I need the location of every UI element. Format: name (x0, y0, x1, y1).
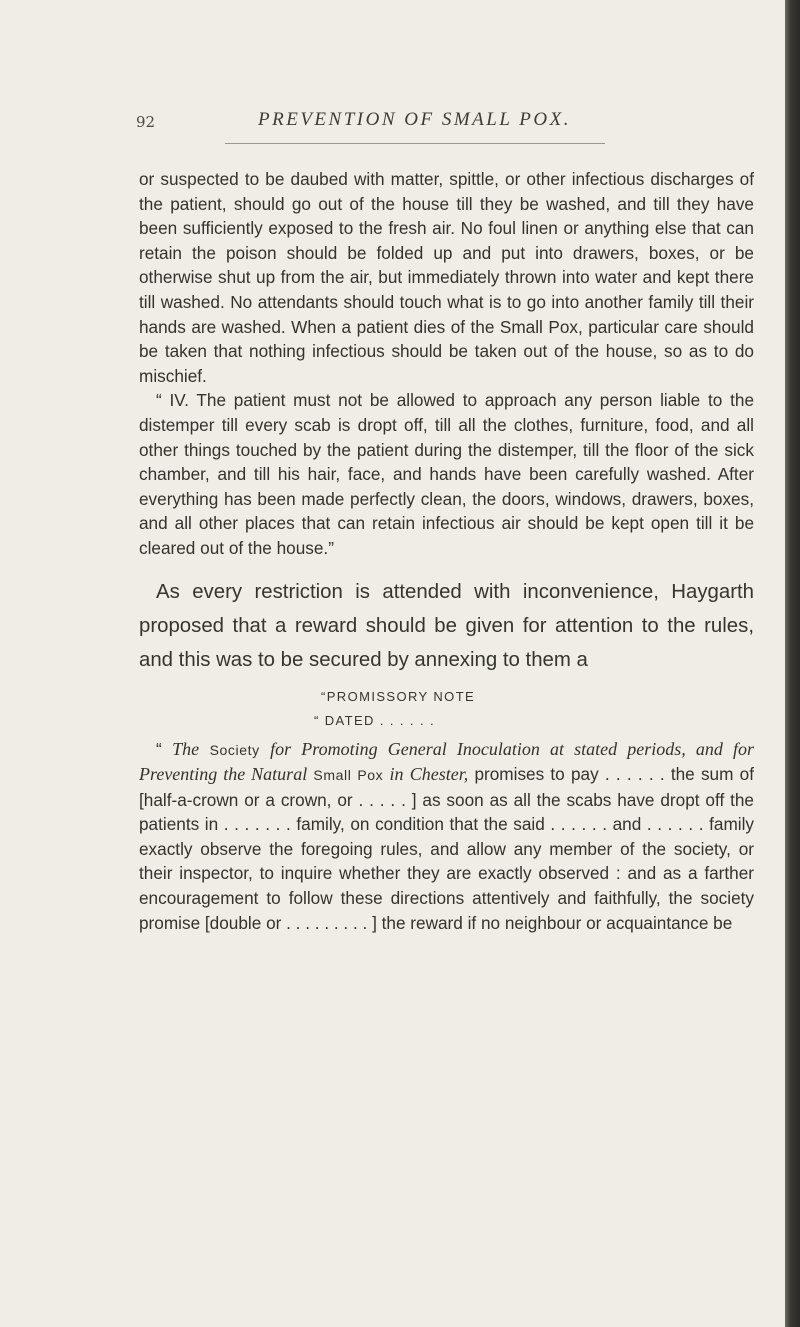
promissory-note-dated: “ DATED . . . . . . (314, 712, 435, 728)
header-rule (225, 143, 605, 144)
note-text: promises to pay . . . . . . the sum of [half-a-crown or a crown, or . . . . . ] as soon as all the scabs have dropt off the patients in . . . . . . . family, on condition that the said . . . . . . and . . . . . . family exactly observe the foregoing rules, and allow any member of the society, or their inspector, to inquire whether they are exactly observed : and as a farther encouragement to follow these directions attentively and faithfully, the society promise [double or . . . . . . . . . ] the reward if no neighbour or acquaintance be (139, 764, 754, 933)
page-header (0, 107, 785, 135)
promissory-note-heading: “PROMISSORY NOTE (321, 688, 476, 704)
page-number: 92 (136, 113, 156, 131)
paragraph-continuation: or suspected to be daubed with matter, spittle, or other infectious discharges of the patient, should go out of the house till they be washed, and till they have been sufficiently exposed to the fresh air. No foul linen or anything else that can retain the poison should be folded up and put into drawers, boxes, or be otherwise shut up from the air, but immediately thrown into water and kept there till washed. No attendants should touch what is to go into another family till their hands are washed. When a patient dies of the Small Pox, particular care should be taken that nothing infectious should be taken out of the house, so as to do mischief. (139, 169, 754, 386)
body-text (139, 167, 754, 935)
note-in: in (389, 764, 404, 785)
note-chester: Chester, (409, 764, 469, 785)
note-open-quote: “ (156, 738, 173, 759)
promissory-note-body (139, 737, 754, 936)
note-small-pox: Small Pox (313, 767, 384, 784)
note-society: Society (209, 741, 260, 758)
running-title: PREVENTION OF SMALL POX. (258, 109, 571, 130)
page-edge-shadow (785, 0, 800, 1327)
paragraph-rule-four: “ IV. The patient must not be allowed to approach any person liable to the distemper till every scab is dropt off, till all the clothes, furniture, food, and all other things touched by the patient during the distemper, till the floor of the sick chamber, and till his hair, face, and hands have been carefully washed. After everything has been made perfectly clean, the doors, windows, drawers, boxes, and all other places that can retain infectious air should be kept open till it be cleared out of the house.” (139, 390, 754, 558)
note-for-promoting: for Promoting General Inoculation at stated periods, and for Preventing the Natural (139, 738, 755, 785)
note-the: The (172, 738, 200, 759)
paragraph-reward-proposal: As every restriction is attended with inconvenience, Haygarth proposed that a reward should be given for attention to the rules, and this was to be secured by annexing to them a (139, 580, 754, 671)
